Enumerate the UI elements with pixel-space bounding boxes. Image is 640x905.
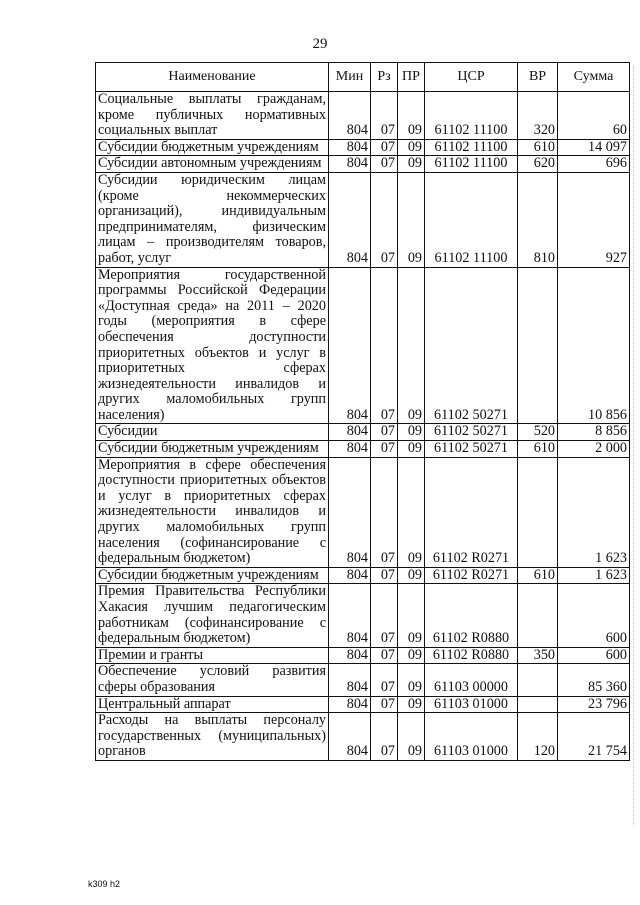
cell-vr: 620 (518, 156, 558, 173)
cell-csr: 61102 11100 (425, 92, 518, 140)
cell-min: 804 (329, 647, 371, 664)
cell-name: Социальные выплаты гражданам, кроме публичных нормативных социальных выплат (96, 92, 329, 140)
cell-csr: 61103 01000 (425, 713, 518, 761)
cell-sum: 927 (558, 172, 630, 267)
cell-csr: 61102 11100 (425, 172, 518, 267)
cell-rz: 07 (371, 267, 398, 424)
table-row (96, 156, 630, 173)
cell-pr: 09 (398, 441, 425, 458)
cell-csr: 61102 50271 (425, 267, 518, 424)
table-row (96, 696, 630, 713)
column-header-min: Мин (329, 63, 371, 92)
cell-pr: 09 (398, 156, 425, 173)
cell-pr: 09 (398, 696, 425, 713)
column-header-vr: ВР (518, 63, 558, 92)
column-header-sum: Сумма (558, 63, 630, 92)
footer-code: k309 h2 (88, 879, 121, 889)
cell-vr: 120 (518, 713, 558, 761)
column-header-csr: ЦСР (425, 63, 518, 92)
cell-rz: 07 (371, 139, 398, 156)
cell-name: Центральный аппарат (96, 696, 329, 713)
cell-vr (518, 584, 558, 647)
cell-csr: 61102 11100 (425, 156, 518, 173)
cell-min: 804 (329, 139, 371, 156)
cell-sum: 2 000 (558, 441, 630, 458)
cell-rz: 07 (371, 647, 398, 664)
cell-vr: 350 (518, 647, 558, 664)
cell-name: Субсидии бюджетным учреждениям (96, 441, 329, 458)
cell-vr: 320 (518, 92, 558, 140)
cell-rz: 07 (371, 664, 398, 696)
cell-min: 804 (329, 713, 371, 761)
cell-pr: 09 (398, 92, 425, 140)
cell-vr (518, 664, 558, 696)
cell-name: Расходы на выплаты персоналу государственных (муниципальных) органов (96, 713, 329, 761)
cell-min: 804 (329, 92, 371, 140)
cell-sum: 14 097 (558, 139, 630, 156)
table-row (96, 267, 630, 424)
table-header-row (96, 63, 630, 92)
cell-vr (518, 267, 558, 424)
cell-sum: 696 (558, 156, 630, 173)
cell-sum: 8 856 (558, 424, 630, 441)
cell-min: 804 (329, 696, 371, 713)
cell-min: 804 (329, 156, 371, 173)
cell-pr: 09 (398, 647, 425, 664)
cell-pr: 09 (398, 713, 425, 761)
cell-pr: 09 (398, 424, 425, 441)
table-row (96, 664, 630, 696)
cell-pr: 09 (398, 457, 425, 567)
cell-rz: 07 (371, 567, 398, 584)
margin-mark (633, 66, 636, 826)
cell-sum: 23 796 (558, 696, 630, 713)
cell-vr (518, 696, 558, 713)
cell-csr: 61102 50271 (425, 441, 518, 458)
cell-rz: 07 (371, 172, 398, 267)
cell-vr: 610 (518, 139, 558, 156)
cell-pr: 09 (398, 172, 425, 267)
cell-name: Мероприятия государственной программы Российской Федерации «Доступная среда» на 2011 – 2020 годы (мероприятия в сфере обеспечения доступности приоритетных объектов и услуг в приоритетных сферах жизнедеятельности инвалидов и других маломобильных групп населения) (96, 267, 329, 424)
cell-rz: 07 (371, 457, 398, 567)
table-row (96, 567, 630, 584)
cell-sum: 85 360 (558, 664, 630, 696)
cell-vr: 610 (518, 567, 558, 584)
cell-min: 804 (329, 441, 371, 458)
cell-pr: 09 (398, 267, 425, 424)
cell-name: Субсидии автономным учреждениям (96, 156, 329, 173)
cell-sum: 10 856 (558, 267, 630, 424)
cell-name: Премии и гранты (96, 647, 329, 664)
cell-rz: 07 (371, 584, 398, 647)
cell-min: 804 (329, 267, 371, 424)
column-header-rz: Рз (371, 63, 398, 92)
cell-vr: 520 (518, 424, 558, 441)
cell-csr: 61102 50271 (425, 424, 518, 441)
cell-min: 804 (329, 457, 371, 567)
cell-vr: 610 (518, 441, 558, 458)
cell-csr: 61102 R0880 (425, 584, 518, 647)
cell-rz: 07 (371, 424, 398, 441)
table-row (96, 713, 630, 761)
cell-pr: 09 (398, 664, 425, 696)
cell-csr: 61103 00000 (425, 664, 518, 696)
cell-min: 804 (329, 584, 371, 647)
cell-sum: 1 623 (558, 567, 630, 584)
table-row (96, 92, 630, 140)
cell-vr: 810 (518, 172, 558, 267)
cell-min: 804 (329, 172, 371, 267)
cell-rz: 07 (371, 713, 398, 761)
cell-min: 804 (329, 664, 371, 696)
cell-csr: 61102 R0271 (425, 567, 518, 584)
cell-vr (518, 457, 558, 567)
cell-name: Субсидии бюджетным учреждениям (96, 567, 329, 584)
page-number: 29 (312, 36, 328, 52)
cell-min: 804 (329, 567, 371, 584)
cell-name: Субсидии юридическим лицам (кроме некоммерческих организаций), индивидуальным предпринимателям, физическим лицам – производителям товаров, работ, услуг (96, 172, 329, 267)
cell-sum: 600 (558, 647, 630, 664)
cell-csr: 61102 R0271 (425, 457, 518, 567)
cell-rz: 07 (371, 92, 398, 140)
table-row (96, 172, 630, 267)
cell-sum: 60 (558, 92, 630, 140)
table-body (96, 92, 630, 761)
table-row (96, 424, 630, 441)
cell-pr: 09 (398, 567, 425, 584)
cell-name: Мероприятия в сфере обеспечения доступности приоритетных объектов и услуг в приоритетных сферах жизнедеятельности инвалидов и других маломобильных групп населения (софинансирование с федеральным бюджетом) (96, 457, 329, 567)
column-header-pr: ПР (398, 63, 425, 92)
cell-rz: 07 (371, 156, 398, 173)
cell-sum: 600 (558, 584, 630, 647)
cell-name: Премия Правительства Республики Хакасия лучшим педагогическим работникам (софинансирование с федеральным бюджетом) (96, 584, 329, 647)
cell-csr: 61103 01000 (425, 696, 518, 713)
cell-sum: 1 623 (558, 457, 630, 567)
cell-sum: 21 754 (558, 713, 630, 761)
budget-table (95, 62, 630, 761)
table-row (96, 647, 630, 664)
cell-csr: 61102 11100 (425, 139, 518, 156)
cell-name: Субсидии бюджетным учреждениям (96, 139, 329, 156)
table-row (96, 139, 630, 156)
cell-name: Обеспечение условий развития сферы образования (96, 664, 329, 696)
table-row (96, 457, 630, 567)
cell-min: 804 (329, 424, 371, 441)
table-row (96, 584, 630, 647)
cell-name: Субсидии (96, 424, 329, 441)
cell-rz: 07 (371, 696, 398, 713)
cell-rz: 07 (371, 441, 398, 458)
cell-pr: 09 (398, 584, 425, 647)
cell-csr: 61102 R0880 (425, 647, 518, 664)
column-header-name: Наименование (96, 63, 329, 92)
cell-pr: 09 (398, 139, 425, 156)
table-row (96, 441, 630, 458)
